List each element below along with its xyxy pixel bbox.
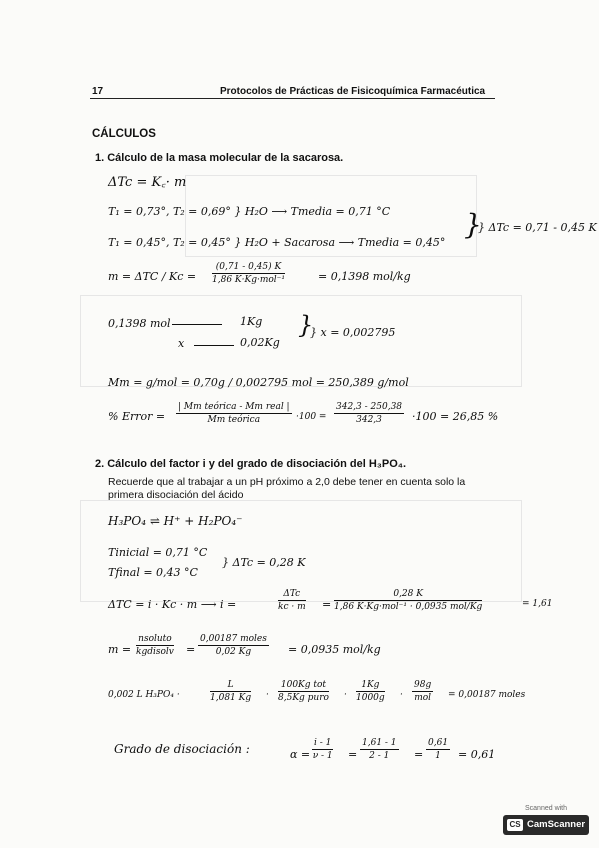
molality2-denominator: kgdisolv <box>136 647 174 657</box>
i-numerator-values: 0,28 K <box>334 589 482 601</box>
molality2-denominator-values: 0,02 Kg <box>215 647 252 657</box>
degree-denominator-simplified: 1 <box>435 751 441 761</box>
times-dot: · <box>266 690 269 700</box>
conversion-factor-1-num: L <box>210 680 251 692</box>
t-final: Tfinal = 0,43 °C <box>108 566 198 579</box>
rule-result: } x = 0,002795 <box>310 326 396 339</box>
molality-prefix: m = ΔTC / Kc = <box>108 270 197 283</box>
note-line-2: primera disociación del ácido <box>108 489 244 501</box>
molality2-prefix: m = <box>108 643 132 656</box>
i-equals: = <box>322 598 332 611</box>
degree-numerator-simplified: 0,61 <box>428 738 449 748</box>
header-rule <box>90 98 495 99</box>
degree-equals: = <box>414 748 424 761</box>
camscanner-label: CamScanner <box>527 819 586 830</box>
i-fraction <box>278 589 306 612</box>
rule-dash <box>194 345 234 346</box>
error-prefix: % Error = <box>108 410 166 423</box>
page-number: 17 <box>92 86 104 97</box>
camscanner-badge <box>503 815 589 835</box>
error-denominator-values: 342,3 <box>356 415 382 425</box>
water-temperatures: T₁ = 0,73°, T₂ = 0,69° } H₂O ⟶ Tmedia = 0,71 °C <box>108 205 391 218</box>
degree-prefix: α = <box>290 748 311 761</box>
conversion-factor-4-num: 98g <box>414 680 432 690</box>
eq-delta-tc: ΔTc = K꜀· m <box>108 175 187 190</box>
part1-title: 1. Cálculo de la masa molecular de la sacarosa. <box>95 152 344 164</box>
error-numerator: | Mm teórica - Mm real | <box>178 402 290 412</box>
rule-dash <box>172 324 222 325</box>
i-numerator: ΔTc <box>278 589 306 601</box>
part2-delta-tc: } ΔTc = 0,28 K <box>222 556 306 569</box>
conversion-factor-2-den: 8,5Kg puro <box>278 693 329 703</box>
error-result: ·100 = 26,85 % <box>412 410 499 423</box>
scanner-caption: Scanned with <box>524 805 568 812</box>
i-result: = 1,61 <box>522 599 553 609</box>
degree-numerator-values: 1,61 - 1 <box>362 738 397 748</box>
molality2-fraction-values <box>198 634 269 657</box>
note-line-1: Recuerde que al trabajar a un pH próximo a 2,0 debe tener en cuenta solo la <box>108 476 466 488</box>
t-initial: Tinicial = 0,71 °C <box>108 546 208 559</box>
times-dot: · <box>400 690 403 700</box>
degree-fraction-values <box>360 738 399 761</box>
conversion-start: 0,002 L H₃PO₄ · <box>108 690 180 700</box>
degree-denominator-values: 2 - 1 <box>369 751 390 761</box>
conversion-factor-2-num: 100Kg tot <box>278 680 329 692</box>
rule-line1-left: 0,1398 mol <box>108 317 171 330</box>
i-denominator: kc · m <box>278 602 306 612</box>
delta-tc-result: } ΔTc = 0,71 - 0,45 K <box>478 221 597 234</box>
error-fraction-values <box>334 402 404 425</box>
error-denominator: Mm teórica <box>207 415 261 425</box>
degree-denominator: ν - 1 <box>312 751 333 761</box>
molality-numerator: (0,71 - 0,45) K <box>212 262 285 274</box>
conversion-factor-2 <box>278 680 329 703</box>
molality-result: = 0,1398 mol/kg <box>318 270 411 283</box>
rule-line1-right: 1Kg <box>240 315 263 328</box>
header-title: Protocolos de Prácticas de Fisicoquímica Farmacéutica <box>220 86 486 97</box>
degree-numerator: i - 1 <box>314 738 332 748</box>
degree-result: = 0,61 <box>458 748 496 761</box>
part2-title: 2. Cálculo del factor i y del grado de disociación del H₃PO₄. <box>95 458 407 470</box>
brace: } <box>464 208 482 241</box>
i-denominator-values: 1,86 K·Kg·mol⁻¹ · 0,0935 mol/Kg <box>334 602 483 612</box>
i-fraction-values <box>334 589 482 612</box>
error-multiplier: ·100 = <box>296 412 327 422</box>
degree-fraction <box>312 738 333 761</box>
degree-equals: = <box>348 748 358 761</box>
camscanner-icon: CS <box>507 819 523 831</box>
conversion-factor-3 <box>356 680 385 703</box>
i-prefix: ΔTC = i · Kc · m ⟶ i = <box>108 598 237 611</box>
degree-fraction-simplified <box>426 738 450 761</box>
rule-line2-left: x <box>178 337 185 350</box>
molar-mass-line: Mm = g/mol = 0,70g / 0,002795 mol = 250,389 g/mol <box>108 376 409 389</box>
conversion-factor-3-den: 1000g <box>356 693 385 703</box>
conversion-factor-4 <box>412 680 433 703</box>
rule-line2-right: 0,02Kg <box>240 336 280 349</box>
sucrose-temperatures: T₁ = 0,45°, T₂ = 0,45° } H₂O + Sacarosa ⟶ Tmedia = 0,45° <box>108 236 446 249</box>
conversion-factor-3-num: 1Kg <box>356 680 385 692</box>
conversion-result: = 0,00187 moles <box>448 690 526 700</box>
error-numerator-values: 342,3 - 250,38 <box>336 402 403 412</box>
molality2-equals: = <box>186 643 196 656</box>
error-fraction <box>176 402 292 425</box>
times-dot: · <box>344 690 347 700</box>
section-title: CÁLCULOS <box>92 128 156 140</box>
bleed-through-region <box>80 295 522 387</box>
conversion-factor-1 <box>210 680 251 703</box>
molality2-numerator: nsoluto <box>136 634 174 646</box>
molality2-result: = 0,0935 mol/kg <box>288 643 381 656</box>
dissociation-reaction: H₃PO₄ ⇌ H⁺ + H₂PO₄⁻ <box>108 514 243 528</box>
molality-fraction <box>212 262 285 285</box>
brace: } <box>298 311 314 339</box>
molality2-numerator-values: 0,00187 moles <box>200 634 267 644</box>
molality-denominator: 1,86 K·Kg·mol⁻¹ <box>212 275 286 285</box>
molality2-fraction <box>136 634 174 657</box>
conversion-factor-4-den: mol <box>414 693 432 703</box>
conversion-factor-1-den: 1,081 Kg <box>210 693 252 703</box>
degree-label: Grado de disociación : <box>114 742 250 756</box>
